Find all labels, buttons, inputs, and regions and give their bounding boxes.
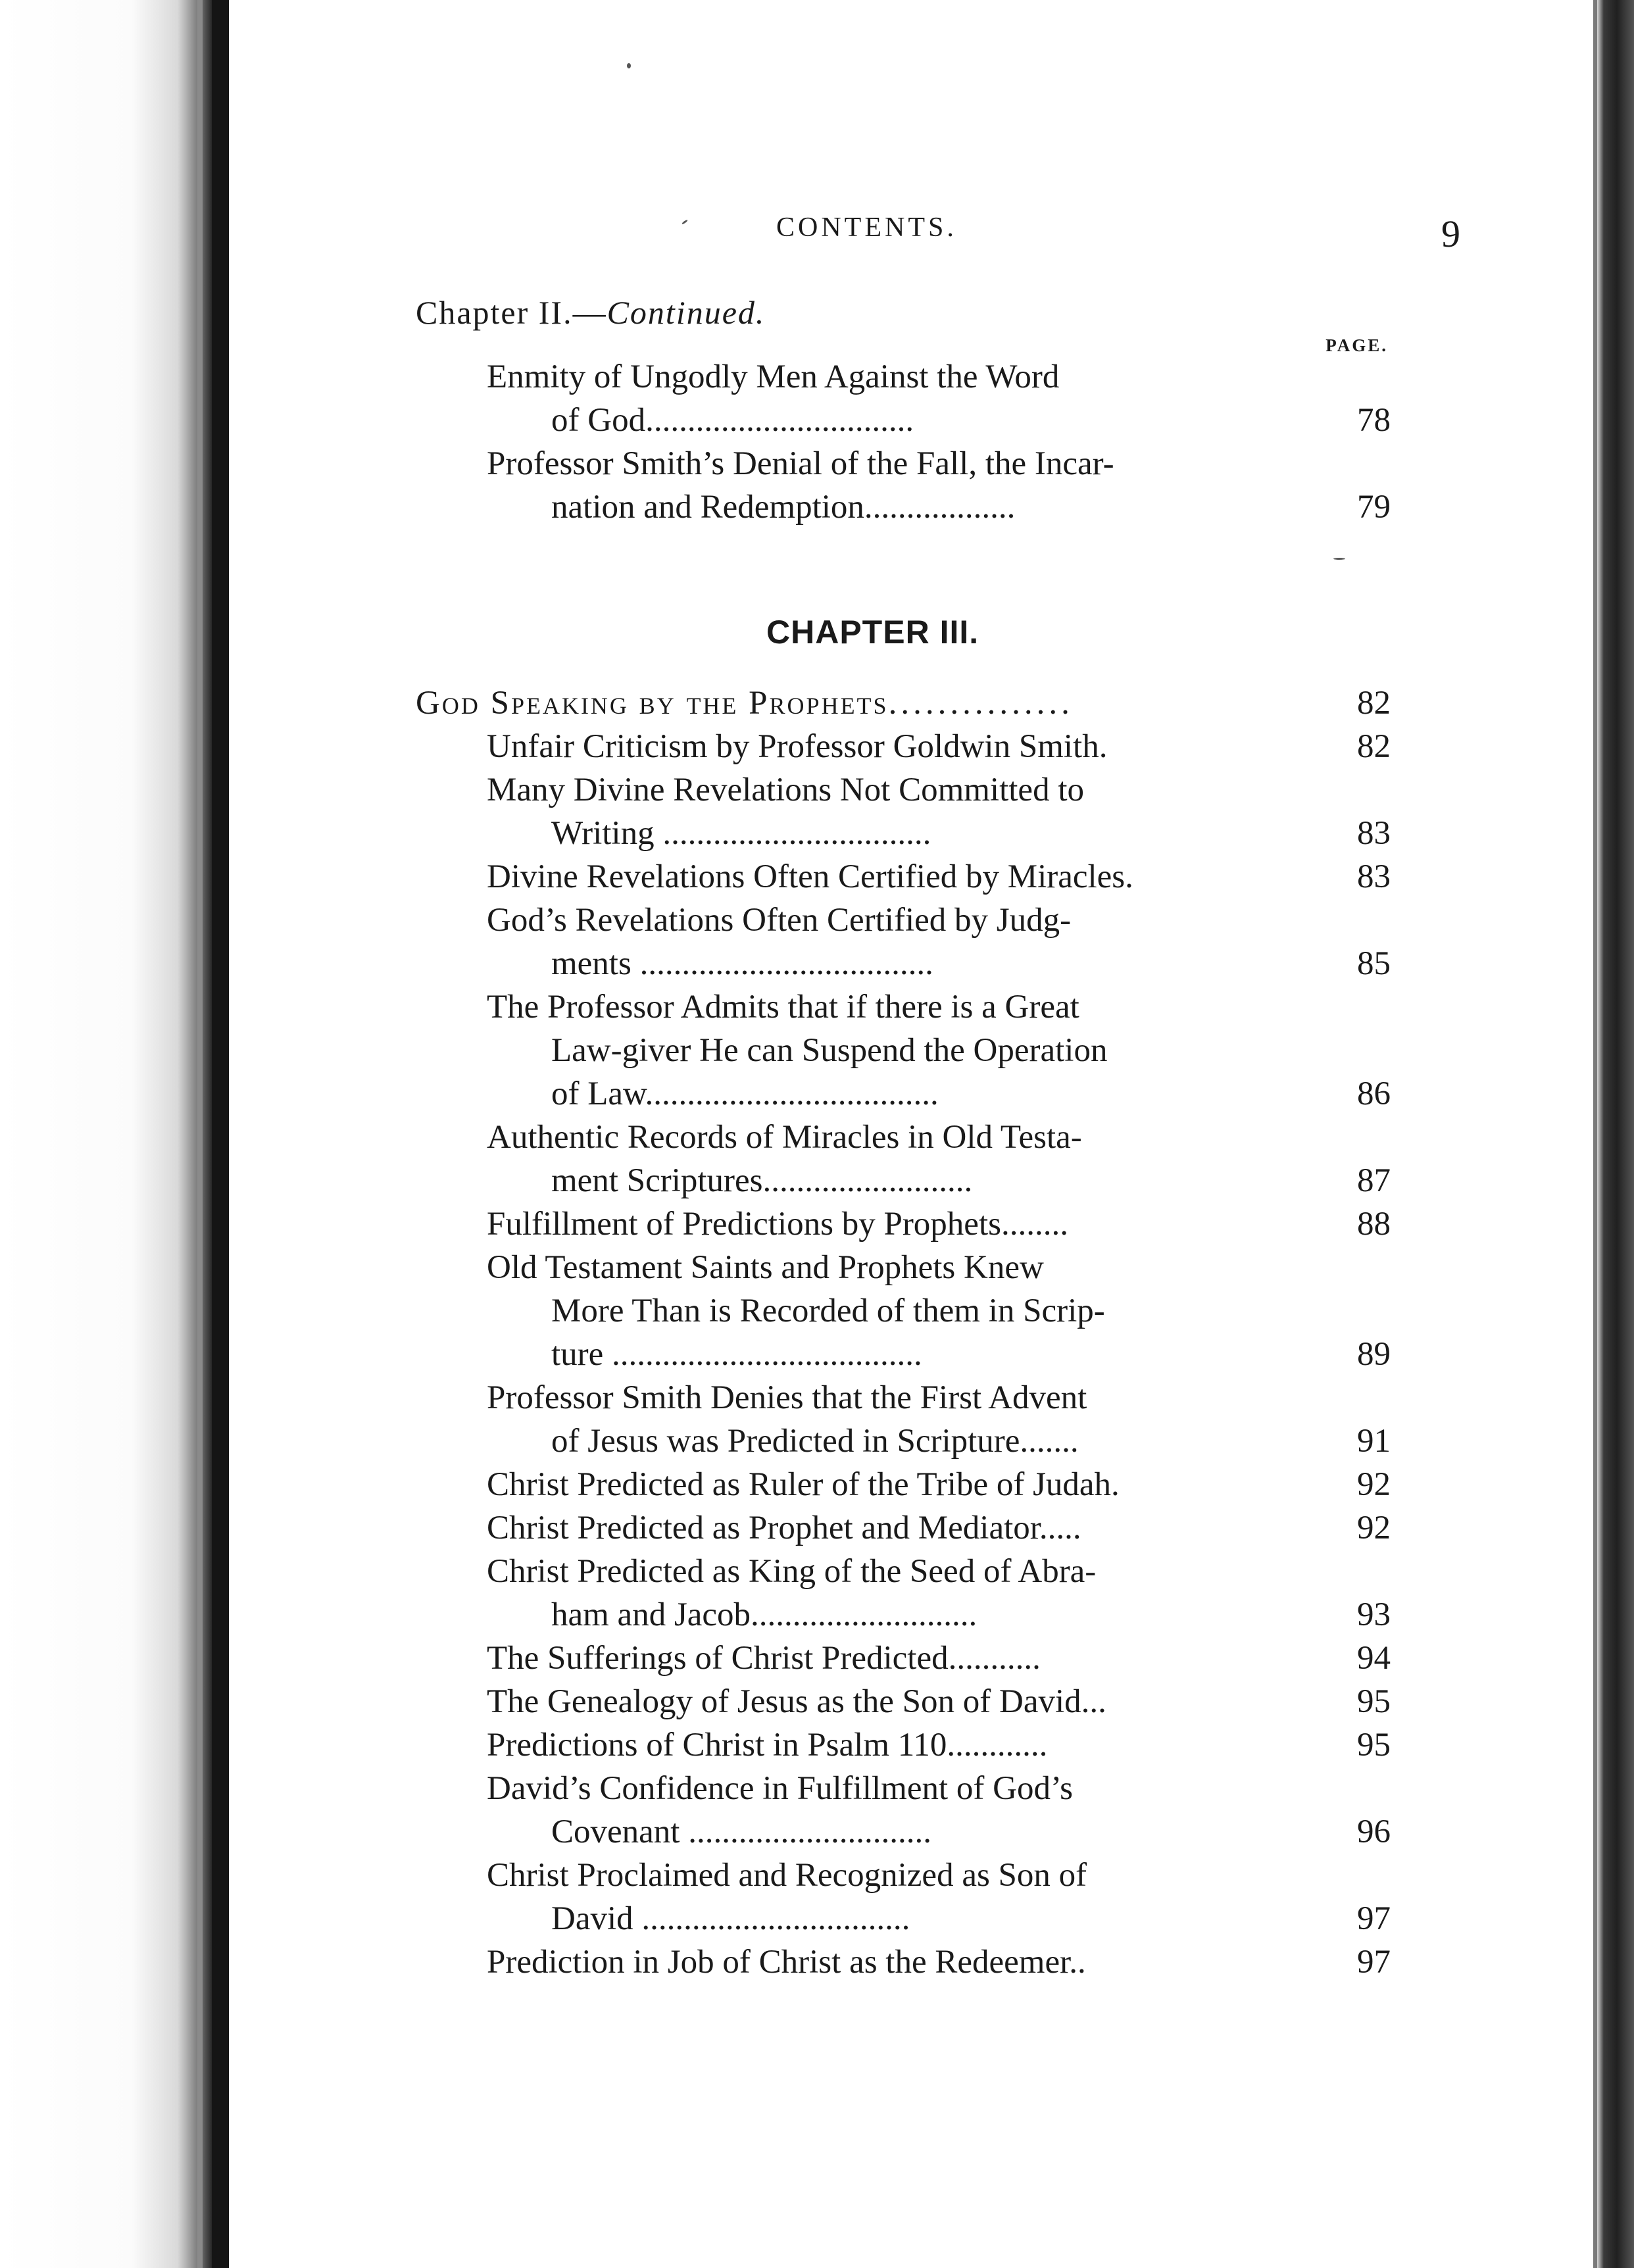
chapter-continued-heading xyxy=(416,293,765,332)
toc-entry-page: 92 xyxy=(1357,1510,1391,1546)
print-speck xyxy=(627,63,631,68)
toc-entry-page: 79 xyxy=(1357,489,1391,526)
book-spine xyxy=(212,0,229,2268)
chapter-3-heading: CHAPTER III. xyxy=(766,614,979,651)
section-title-line xyxy=(416,681,1297,725)
toc-entry-line: ham and Jacob........................... xyxy=(551,1596,978,1633)
toc-entry-page: 96 xyxy=(1357,1813,1391,1850)
toc-entry-line: Christ Predicted as Prophet and Mediator..... xyxy=(487,1510,1081,1546)
toc-entry-line: Predictions of Christ in Psalm 110............ xyxy=(487,1727,1048,1763)
toc-entry-line: Christ Predicted as Ruler of the Tribe of Judah. xyxy=(487,1466,1120,1503)
toc-entry-line: Professor Smith Denies that the First Advent xyxy=(487,1379,1087,1416)
toc-entry-line: The Genealogy of Jesus as the Son of David... xyxy=(487,1683,1106,1720)
toc-entry-page: 83 xyxy=(1357,858,1391,895)
toc-entry-page: 91 xyxy=(1357,1423,1391,1460)
toc-entry-line: of God................................ xyxy=(551,402,914,439)
toc-entry-page: 94 xyxy=(1357,1640,1391,1677)
page-column-label: PAGE. xyxy=(1325,335,1388,355)
toc-entry-line: ments ................................... xyxy=(551,945,933,982)
toc-entry-line: David ................................ xyxy=(551,1900,910,1937)
toc-entry-line: Authentic Records of Miracles in Old Testa- xyxy=(487,1119,1082,1156)
toc-entry-page: 78 xyxy=(1357,402,1391,439)
toc-entry-line: ment Scriptures......................... xyxy=(551,1162,973,1199)
chapter-label: Chapter II.— xyxy=(416,294,607,331)
toc-entry-line: The Sufferings of Christ Predicted........... xyxy=(487,1640,1041,1677)
toc-entry-line: Old Testament Saints and Prophets Knew xyxy=(487,1249,1044,1286)
toc-entry-page: 85 xyxy=(1357,945,1391,982)
toc-entry-line: of Law................................... xyxy=(551,1075,939,1112)
toc-entry-page: 86 xyxy=(1357,1075,1391,1112)
section-leader: ............... xyxy=(888,685,1074,722)
toc-entry-line: The Professor Admits that if there is a Great xyxy=(487,989,1079,1025)
toc-entry-page: 92 xyxy=(1357,1466,1391,1503)
toc-entry-line: Many Divine Revelations Not Committed to xyxy=(487,772,1084,808)
gutter-edge-highlight xyxy=(197,0,203,2268)
toc-entry-page: 88 xyxy=(1357,1206,1391,1243)
toc-entry-line: of Jesus was Predicted in Scripture....... xyxy=(551,1423,1079,1460)
section-title: God Speaking by the Prophets xyxy=(416,685,889,722)
toc-entry-page: 97 xyxy=(1357,1944,1391,1981)
continued-label: Continued. xyxy=(607,294,766,331)
toc-entry-page: 83 xyxy=(1357,815,1391,852)
toc-entry-page: 82 xyxy=(1357,728,1391,765)
print-speck xyxy=(681,219,688,224)
toc-entry-line: David’s Confidence in Fulfillment of God’s xyxy=(487,1770,1073,1807)
toc-entry-line: Law-giver He can Suspend the Operation xyxy=(551,1032,1108,1069)
print-speck xyxy=(1333,558,1345,560)
toc-entry-line: Prediction in Job of Christ as the Redeemer.. xyxy=(487,1944,1086,1981)
toc-entry-page: 95 xyxy=(1357,1683,1391,1720)
running-header: CONTENTS. xyxy=(776,212,957,243)
toc-entry-line: God’s Revelations Often Certified by Judg- xyxy=(487,902,1072,939)
toc-entry-line: More Than is Recorded of them in Scrip- xyxy=(551,1293,1105,1329)
toc-entry-line: Enmity of Ungodly Men Against the Word xyxy=(487,358,1060,395)
section-page: 82 xyxy=(1357,685,1391,722)
toc-entry-page: 87 xyxy=(1357,1162,1391,1199)
toc-entry-line: Christ Predicted as King of the Seed of Abra- xyxy=(487,1553,1097,1590)
toc-entry-line: Fulfillment of Predictions by Prophets........ xyxy=(487,1206,1068,1243)
toc-entry-line: Divine Revelations Often Certified by Miracles. xyxy=(487,858,1133,895)
toc-entry-line: Writing ................................ xyxy=(551,815,931,852)
toc-entry-page: 95 xyxy=(1357,1727,1391,1763)
toc-entry-page: 89 xyxy=(1357,1336,1391,1373)
toc-entry-page: 97 xyxy=(1357,1900,1391,1937)
toc-entry-line: ture ..................................... xyxy=(551,1336,922,1373)
book-gutter-shadow xyxy=(0,0,229,2268)
toc-entry-line: Covenant ............................. xyxy=(551,1813,931,1850)
fore-edge-pages xyxy=(1597,0,1634,2268)
page-number: 9 xyxy=(1441,212,1460,255)
toc-entry-line: Professor Smith’s Denial of the Fall, the Incar- xyxy=(487,445,1114,482)
toc-entry-line: Christ Proclaimed and Recognized as Son of xyxy=(487,1857,1087,1894)
toc-entry-page: 93 xyxy=(1357,1596,1391,1633)
toc-entry-line: Unfair Criticism by Professor Goldwin Smith. xyxy=(487,728,1108,765)
toc-entry-line: nation and Redemption.................. xyxy=(551,489,1016,526)
